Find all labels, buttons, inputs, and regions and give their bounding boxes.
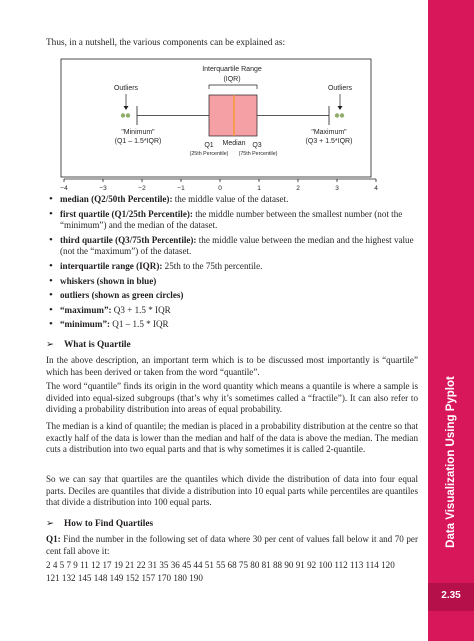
outlier-point	[340, 113, 344, 117]
list-item	[46, 235, 416, 258]
section-title: How to Find Quartiles	[64, 519, 154, 529]
minimum-label: "Minimum"	[121, 129, 155, 136]
bullet-desc: Q1 – 1.5 * IQR	[110, 319, 169, 330]
arrow-icon: ➢	[46, 519, 54, 529]
paragraph: So we can say that quartiles are the quantiles which divide the distribution of data into four equal parts. Deciles are quantiles that divide a distribution into 10 equal parts while percentiles are quantiles that divide a distribution into 100 equal parts.	[46, 474, 418, 507]
section-title: What is Quartile	[64, 340, 131, 350]
outliers-right-label: Outliers	[327, 85, 353, 92]
question-text	[46, 534, 418, 557]
question-body: Find the number in the following set of data where 30 per cent of values fall below it and 70 per cent fall above it:	[46, 534, 418, 556]
q3-sublabel: (75th Percentile)	[238, 151, 278, 157]
list-item	[46, 319, 416, 331]
x-tick-label: −4	[60, 185, 68, 192]
x-tick-label: −2	[138, 185, 146, 192]
iqr-label-line1: Interquartile Range	[202, 66, 262, 73]
outlier-point	[121, 113, 125, 117]
bullet-term: first quartile (Q1/25th Percentile):	[60, 208, 193, 219]
list-item	[46, 209, 416, 232]
bullet-term: whiskers (shown in blue)	[60, 275, 157, 286]
list-item	[46, 261, 416, 273]
bullet-term: interquartile range (IQR):	[60, 260, 163, 271]
outliers-right-arrowhead	[338, 106, 343, 110]
paragraph: In the above description, an important term which is to be discussed most importantly is “quartile” which has been derived or taken from the word “quantile”.	[46, 355, 418, 377]
x-tick-label: 3	[335, 185, 339, 192]
list-item	[46, 305, 416, 317]
data-values-line-1: 2 4 5 7 9 11 12 17 19 21 22 31 35 36 45 44 51 55 68 75 80 81 88 90 91 92 100 112 113 114 120	[46, 560, 395, 570]
x-tick-label: 1	[257, 185, 261, 192]
paragraph: The median is a kind of quantile; the median is placed in a probability distribution at the centre so that exactly half of the data is lower than the median and half of the data is above the median. The median cuts a distribution into two equal parts and that is why sometimes it is called 2-quantile.	[46, 421, 418, 454]
sidebar-title: Data Visualization Using Pyplot	[445, 376, 457, 548]
minimum-formula: (Q1 – 1.5*IQR)	[114, 138, 162, 145]
page-number: 2.35	[441, 590, 461, 601]
iqr-label-line2: (IQR)	[223, 76, 241, 83]
bullet-desc: Q3 + 1.5 * IQR	[111, 304, 171, 315]
x-tick-label: −1	[177, 185, 185, 192]
outlier-point	[126, 113, 130, 117]
x-tick-label: 2	[296, 185, 300, 192]
iqr-bracket	[209, 85, 257, 89]
x-tick-label: 4	[374, 185, 378, 192]
data-values-line-2: 121 132 145 148 149 152 157 170 180 190	[46, 573, 203, 583]
list-item	[46, 276, 416, 288]
bullet-term: outliers (shown as green circles)	[60, 290, 184, 301]
bullet-desc: the middle number between the smallest number (not the “minimum”) and the median of the dataset.	[60, 208, 403, 231]
x-tick-label: 0	[218, 185, 222, 192]
list-item	[46, 290, 416, 302]
section-heading-quartile	[46, 339, 131, 350]
bullet-desc: the middle value between the median and the highest value (not the “maximum”) of the dataset.	[60, 234, 414, 257]
outlier-point	[335, 113, 339, 117]
list-item	[46, 194, 416, 206]
iqr-box	[209, 95, 257, 136]
page-number-tab	[428, 583, 474, 611]
x-axis	[60, 179, 378, 192]
median-label: Median	[222, 140, 246, 147]
question-label: Q1:	[46, 534, 61, 544]
intro-text: Thus, in a nutshell, the various components can be explained as:	[46, 38, 286, 48]
outliers-left-label: Outliers	[113, 85, 139, 92]
bullet-term: “minimum”:	[60, 319, 111, 330]
bullet-desc: the middle value of the dataset.	[172, 194, 289, 204]
q1-label: Q1	[204, 142, 214, 149]
bullet-desc: 25th to the 75th percentile.	[162, 260, 263, 271]
arrow-icon: ➢	[46, 340, 54, 350]
chapter-sidebar	[428, 0, 474, 641]
maximum-formula: (Q3 + 1.5*IQR)	[305, 138, 353, 145]
q3-label: Q3	[252, 142, 262, 149]
components-list	[46, 194, 416, 334]
bullet-term: “maximum”:	[60, 304, 112, 315]
x-tick-label: −3	[99, 185, 107, 192]
outliers-left-arrowhead	[124, 106, 129, 110]
q1-sublabel: (25th Percentile)	[189, 151, 229, 157]
boxplot-figure	[60, 58, 390, 194]
paragraph: The word “quantile” finds its origin in the word quantity which means a quantile is where a sample is divided into equal-sized subgroups (that’s why it’s sometimes called a “fractile”). It can also refer to dividing a probability distribution into areas of equal probability.	[46, 381, 418, 414]
maximum-label: "Maximum"	[311, 129, 347, 136]
sidebar-title-wrap	[428, 0, 474, 641]
section-heading-find-quartiles	[46, 518, 153, 529]
bullet-term: third quartile (Q3/75th Percentile):	[60, 234, 197, 245]
bullet-term: median (Q2/50th Percentile):	[60, 194, 173, 204]
